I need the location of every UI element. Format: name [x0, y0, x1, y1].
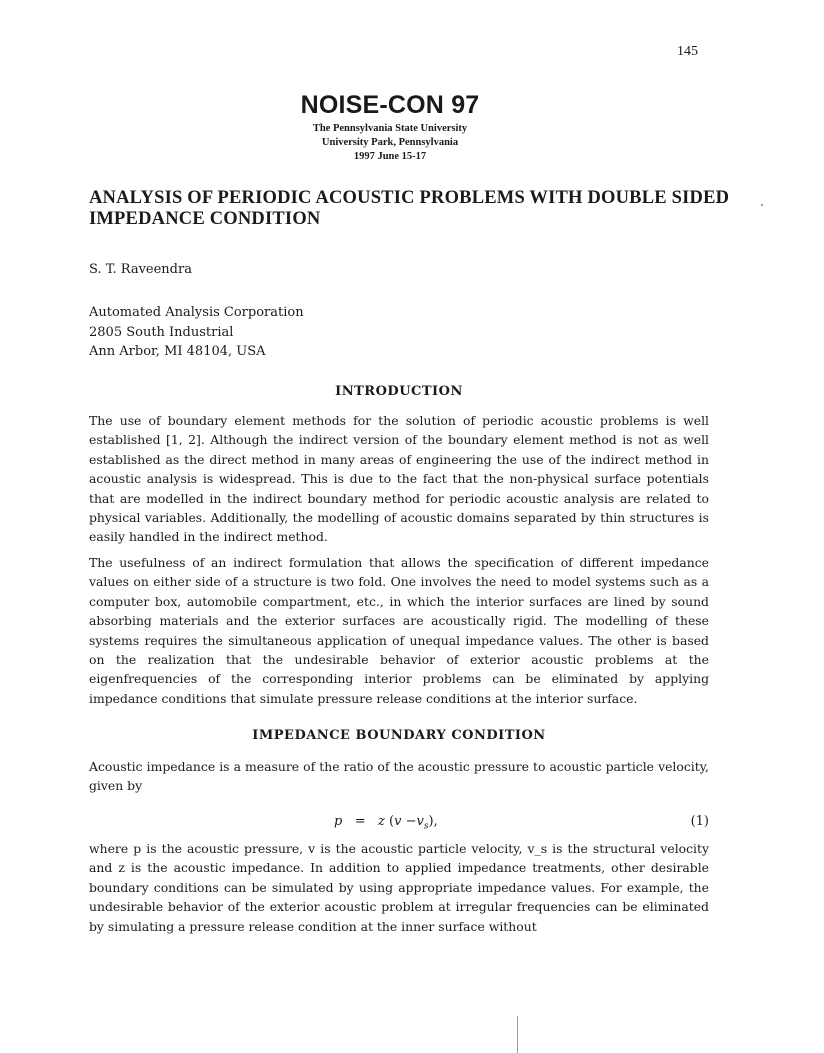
eq-vs: v: [416, 814, 424, 829]
eq-equals: =: [354, 814, 366, 829]
eq-paren-close: ),: [428, 814, 438, 829]
affiliation-city: Ann Arbor, MI 48104, USA: [89, 344, 266, 359]
eq-v: v: [394, 814, 402, 829]
scan-artifact-dot: [761, 204, 763, 206]
introduction-paragraph-2: The usefulness of an indirect formulation that allows the specification of different impedance values on either side of a structure is two fold. One involves the need to model systems such as a computer box, automobile compartment, etc., in which the interior surfaces are lined by sound absorbing materials and the exterior surfaces are acoustically rigid. The modelling of these systems requires the simultaneous application of unequal impedance values. The other is based on the realization that the undesirable behavior of exterior acoustic problems at the eigenfrequencies of the corresponding interior problems can be eliminated by applying impedance conditions that simulate pressure release conditions at the interior surface.: [89, 555, 709, 706]
conference-name: NOISE-CON 97: [300, 91, 480, 119]
author-affiliation: [89, 303, 304, 362]
eq-vs-subscript: s: [423, 821, 429, 832]
eq-minus: −: [405, 814, 417, 829]
conference-date: 1997 June 15-17: [353, 151, 427, 162]
eq-z: z: [378, 814, 385, 829]
affiliation-street: 2805 South Industrial: [89, 324, 234, 340]
equation-1: [89, 814, 709, 834]
equation-number: (1): [690, 814, 709, 829]
introduction-heading: INTRODUCTION: [335, 384, 463, 399]
impedance-heading: IMPEDANCE BOUNDARY CONDITION: [252, 728, 546, 743]
eq-lhs: p: [334, 814, 343, 829]
page-number: 145: [677, 44, 698, 59]
scan-artifact-line: [517, 1016, 518, 1053]
conference-location: University Park, Pennsylvania: [321, 137, 459, 148]
introduction-paragraph-1: The use of boundary element methods for the solution of periodic acoustic problems is well established [1, 2]. Although the indirect version of the boundary element method is not as well established as the direct method in many areas of engineering the use of the indirect method in acoustic analysis is widespread. This is due to the fact that the non-physical surface potentials that are modelled in the indirect boundary method for periodic acoustic analysis are related to physical variables. Additionally, the modelling of acoustic domains separated by thin structures is easily handled in the indirect method.: [89, 413, 709, 545]
impedance-intro-paragraph: Acoustic impedance is a measure of the ratio of the acoustic pressure to acoustic particle velocity, given by: [89, 759, 709, 794]
eq-paren-open: (: [389, 814, 395, 829]
paper-title: ANALYSIS OF PERIODIC ACOUSTIC PROBLEMS WITH DOUBLE SIDED IMPEDANCE CONDITION: [89, 188, 730, 229]
conference-header: [230, 88, 550, 164]
affiliation-organization: Automated Analysis Corporation: [89, 305, 304, 320]
conference-venue: The Pennsylvania State University: [312, 123, 468, 134]
impedance-after-paragraph: where p is the acoustic pressure, v is the acoustic particle velocity, v_s is the structural velocity and z is the acoustic impedance. In addition to applied impedance treatments, other desirable boundary conditions can be simulated by using appropriate impedance values. For example, the undesirable behavior of the exterior acoustic problem at irregular frequencies can be eliminated by simulating a pressure release condition at the inner surface without: [89, 841, 709, 934]
author-name: S. T. Raveendra: [89, 262, 192, 277]
equation-body: [334, 814, 438, 832]
